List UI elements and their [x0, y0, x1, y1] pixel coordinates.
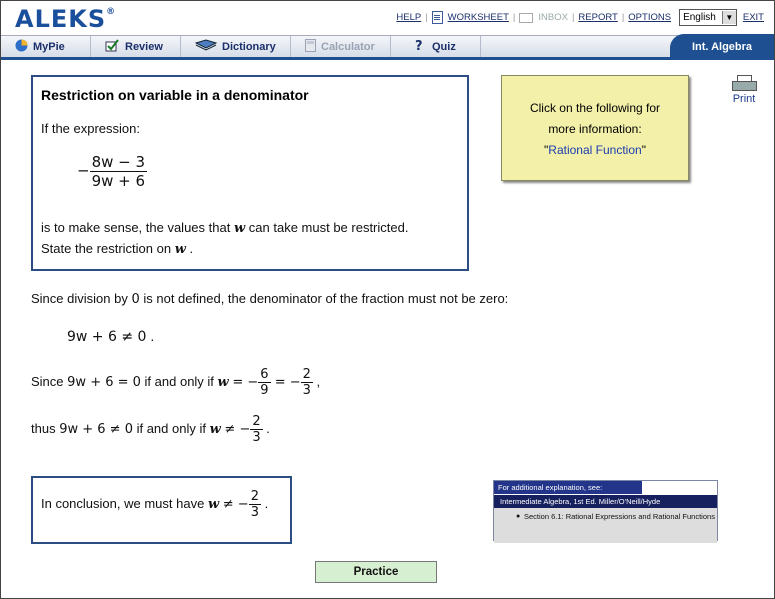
reference-book[interactable]: Intermediate Algebra, 1st Ed. Miller/O'Neill/Hyde [494, 494, 717, 508]
worksheet-icon [432, 11, 443, 24]
expression-fraction [90, 153, 147, 190]
problem-line2: State the restriction on w . [41, 241, 194, 257]
check-icon [105, 39, 120, 55]
info-link-line: "Rational Function" [544, 143, 646, 157]
textbook-reference [493, 480, 718, 541]
options-link[interactable]: OPTIONS [628, 12, 672, 23]
problem-intro: If the expression: [41, 121, 140, 136]
course-label: Int. Algebra [670, 34, 774, 60]
fraction-two-thirds: $\frac{2}{3}$ [302, 367, 311, 398]
tab-calculator: Calculator [291, 36, 391, 57]
exit-link[interactable]: EXIT [742, 12, 764, 23]
print-button[interactable] [729, 75, 759, 105]
pie-icon [15, 39, 28, 55]
svg-text:?: ? [415, 39, 423, 52]
tab-quiz[interactable]: ? Quiz [391, 36, 481, 57]
inbox-link: INBOX [538, 12, 568, 23]
info-text: Click on the following for more information: [529, 101, 661, 136]
practice-button[interactable]: Practice [315, 561, 437, 583]
explanation-line1: Since division by 0 is not defined, the denominator of the fraction must not be zero: [31, 291, 509, 307]
question-icon [413, 38, 427, 55]
language-select[interactable]: English ▼ [679, 9, 737, 26]
print-label: Print [732, 93, 756, 105]
tab-mypie[interactable]: MyPie [1, 36, 91, 57]
nav-bar [1, 35, 774, 60]
mail-icon [519, 13, 533, 23]
reference-header: For additional explanation, see: [494, 481, 642, 494]
help-link[interactable]: HELP [396, 12, 422, 23]
printer-icon [732, 75, 756, 91]
calculator-icon [305, 39, 316, 55]
tab-dictionary[interactable]: Dictionary [181, 36, 291, 57]
fraction-two-thirds: $\frac{2}{3}$ [252, 414, 261, 445]
conclusion-text: In conclusion, we must have w ≠ − $\frac{2}{3}$ . [41, 489, 269, 520]
tab-review[interactable]: Review [91, 36, 181, 57]
problem-title: Restriction on variable in a denominator [41, 87, 309, 103]
worksheet-link[interactable]: WORKSHEET [447, 12, 509, 23]
fraction-denominator: 9w + 6 [91, 172, 146, 190]
chevron-down-icon[interactable]: ▼ [722, 11, 736, 24]
fraction-numerator: 8w − 3 [91, 153, 146, 171]
problem-line1: is to make sense, the values that w can take must be restricted. [41, 220, 409, 236]
top-links: HELP | WORKSHEET | INBOX | REPORT | OPTIONS English ▼ EXIT [396, 9, 764, 26]
reference-section[interactable]: ● Section 6.1: Rational Expressions and Rational Functions [494, 508, 717, 543]
fraction-two-thirds: $\frac{2}{3}$ [250, 489, 259, 520]
explanation-line3: thus 9w + 6 ≠ 0 if and only if w ≠ − $\frac{2}{3}$ . [31, 414, 270, 445]
explanation-line2: Since 9w + 6 = 0 if and only if w = − $\frac{6}{9}$ = − $\frac{2}{3}$ , [31, 367, 321, 398]
book-icon [195, 39, 217, 54]
aleks-logo: ALEKS® [15, 5, 117, 33]
fraction-six-ninths: $\frac{6}{9}$ [260, 367, 269, 398]
problem-expression: − $\frac{8w - 3}{9w + 6}$ [77, 153, 146, 190]
rational-function-link[interactable]: Rational Function [548, 143, 642, 157]
report-link[interactable]: REPORT [578, 12, 618, 23]
inequality-line: 9w + 6 ≠ 0 . [67, 328, 155, 345]
info-box [501, 75, 689, 181]
